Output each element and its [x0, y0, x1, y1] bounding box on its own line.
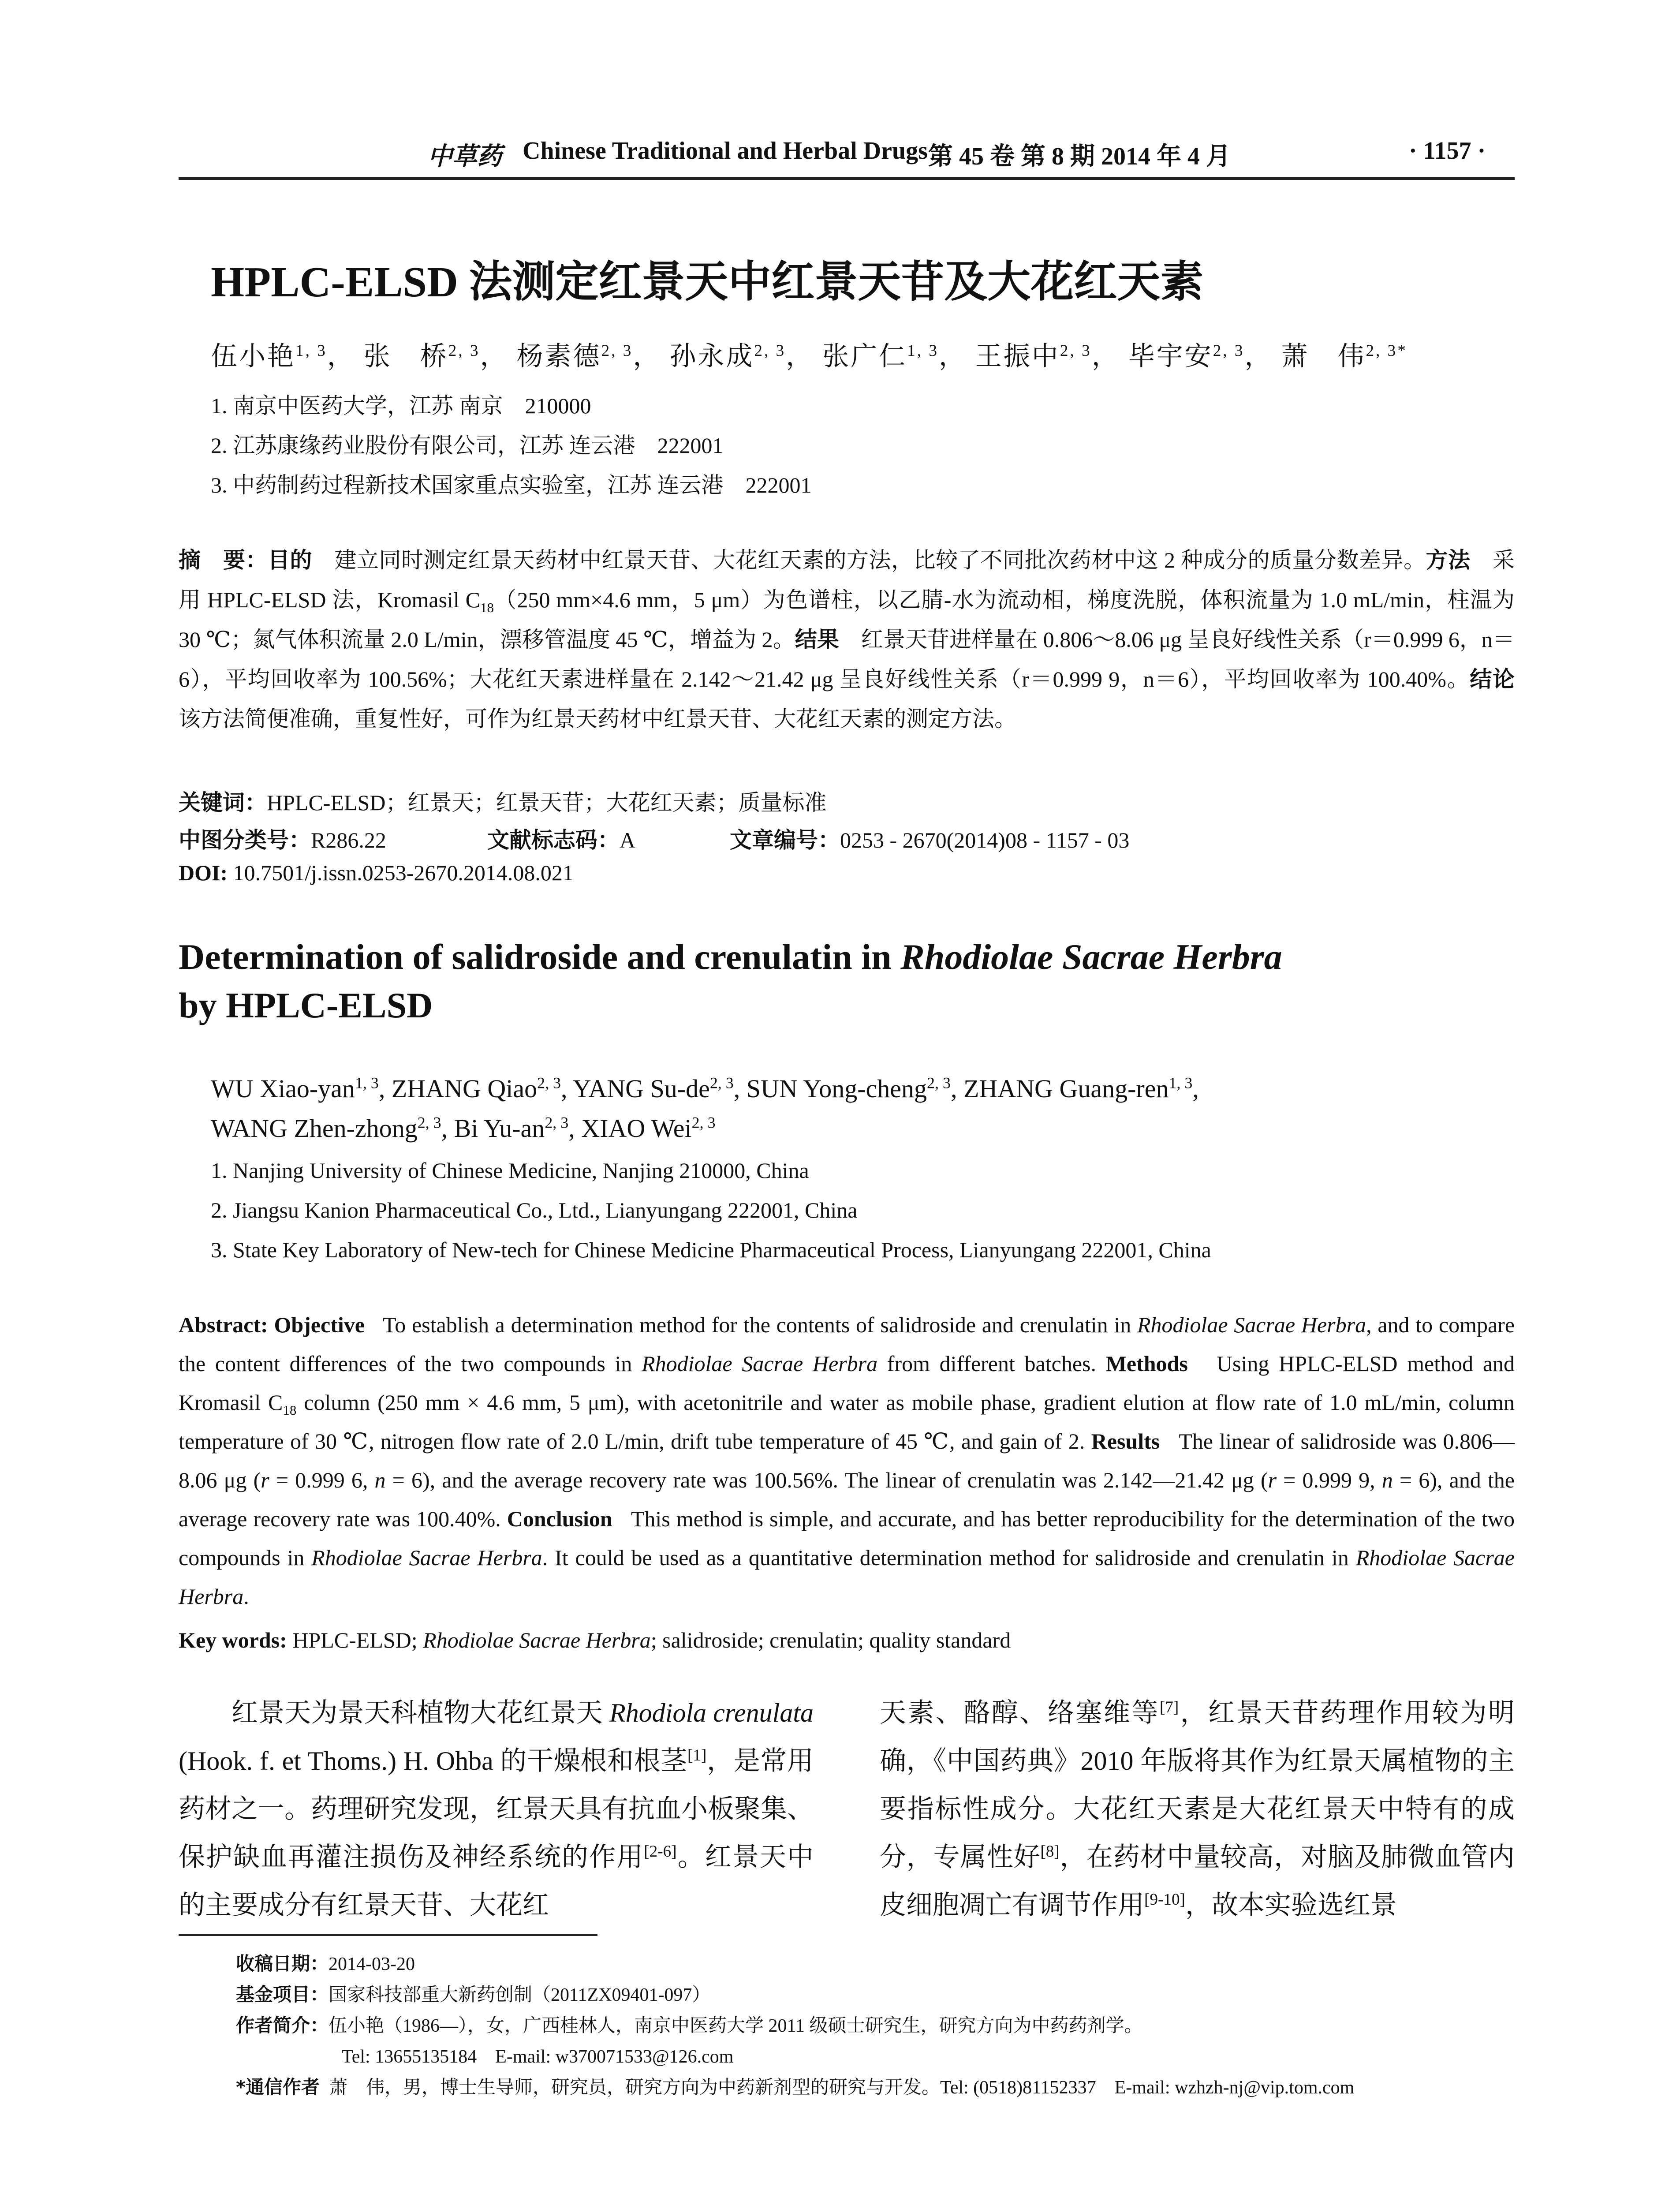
results-en: = 0.999 9, — [1277, 1468, 1382, 1492]
methods-cn-sub: 18 — [480, 600, 494, 615]
objective-en: To establish a determination method for the contents of salidroside and crenulatin in — [383, 1312, 1138, 1337]
doi-line — [179, 860, 574, 886]
author-cn: 萧 伟 — [1281, 342, 1366, 371]
author-aff: 2, 3 — [537, 1074, 561, 1092]
citation: [7] — [1159, 1698, 1179, 1716]
body-text: ，是常用药材之一。药理研究发现，红景天具有抗血小板聚集、保护缺血再灌注损伤及神经系统的作用 — [179, 1746, 814, 1872]
footnote-text: 2014-03-20 — [329, 1954, 415, 1974]
conclusion-label-en: Conclusion — [507, 1506, 612, 1531]
issue-info: 第 45 卷 第 8 期 2014 年 4 月 — [928, 143, 1231, 170]
authors-en-line2: WANG Zhen-zhong$^{2, 3}$, Bi Yu-an$^{2, 3}$, XIAO Wei$^{2, 3}$ — [211, 1114, 716, 1143]
author-cn: 毕宇安 — [1128, 342, 1213, 371]
species-italic: Rhodiolae Sacrae Herbra — [642, 1351, 878, 1376]
citation: [2-6] — [644, 1842, 677, 1861]
author-cn: 王振中 — [975, 342, 1060, 371]
methods-cn-b: （250 mm×4.6 mm，5 μm）为色谱柱，以乙腈-水为流动相，梯度洗脱，体积流量为 1.0 mL/min，柱温为 30 ℃；氮气体积流量 2.0 L/min，漂移管温度 45 ℃，增益为 2。 — [179, 587, 1515, 652]
affiliation-en-2: 2. Jiangsu Kanion Pharmaceutical Co., Ltd., Lianyungang 222001, China — [211, 1198, 858, 1222]
body-text: 红景天为景天科植物大花红景天 — [231, 1698, 610, 1727]
species-italic: Rhodiola crenulata — [609, 1698, 814, 1727]
author-aff: 2, 3 — [927, 1074, 951, 1092]
author-en: ZHANG Qiao — [391, 1074, 538, 1103]
body-column-left — [179, 1689, 814, 1929]
affiliation-en-3: 3. State Key Laboratory of New-tech for Chinese Medicine Pharmaceutical Process, Lianyungang 222001, China — [211, 1237, 1211, 1262]
conclusion-en: . It could be used as a quantitative determination method for salidroside and crenulatin in — [542, 1545, 1356, 1570]
species-italic: Rhodiolae Sacrae Herbra — [311, 1545, 542, 1570]
page-number: · 1157 · — [1409, 137, 1486, 164]
author-aff: 2, 3* — [1366, 342, 1407, 360]
body-text: ，故本实验选红景 — [1185, 1891, 1397, 1920]
results-en: = 6), and the average recovery rate was 100.56%. The linear of crenulatin was 2.142—21.42 μg ( — [385, 1468, 1268, 1492]
author-aff: 2, 3 — [417, 1114, 441, 1132]
title-en-italic: Rhodiolae Sacrae Herbra — [900, 937, 1282, 977]
author-en: YANG Su-de — [572, 1074, 710, 1103]
author-aff: 2, 3 — [709, 1074, 734, 1092]
objective-label-cn: 目的 — [268, 547, 312, 573]
citation: [1] — [687, 1746, 707, 1764]
abstract-cn-label: 摘 要： — [179, 547, 268, 573]
author-en: Bi Yu-an — [454, 1114, 545, 1143]
body-text: ，在药材中量较高，对脑及肺微血管内皮细胞凋亡有调节作用 — [880, 1842, 1515, 1920]
conclusion-label-cn: 结论 — [1470, 666, 1515, 692]
results-var: n — [374, 1468, 386, 1492]
species-italic: Rhodiolae Sacrae Herbra — [423, 1628, 651, 1652]
author-en: SUN Yong-cheng — [746, 1074, 927, 1103]
footnote-author — [236, 2011, 1142, 2037]
title-en — [179, 933, 1282, 1030]
doi-label: DOI: — [179, 860, 228, 885]
running-header — [179, 137, 1515, 176]
results-var: n — [1381, 1468, 1393, 1492]
results-cn: 红景天苷进样量在 0.806～8.06 μg 呈良好线性关系（r＝0.999 6，n＝6），平均回收率为 100.56%；大花红天素进样量在 2.142～21.42 μg 呈良好线性关系（r＝0.999 9，n＝6），平均回收率为 100.40%。 — [179, 627, 1515, 691]
methods-label-cn: 方法 — [1426, 547, 1471, 573]
footnote-text: 国家科技部重大新药创制（2011ZX09401-097） — [329, 1985, 711, 2005]
author-cn: 张 桥 — [363, 342, 448, 371]
footnote-author-contact: Tel: 13655135184 E-mail: w370071533@126.com — [342, 2047, 734, 2067]
footnote-text: 萧 伟，男，博士生导师，研究员，研究方向为中药新剂型的研究与开发。Tel: (0518)81152337 E-mail: wzhzh-nj@vip.tom.com — [329, 2078, 1355, 2098]
abstract-en — [179, 1305, 1515, 1616]
title-en-line1 — [179, 933, 1282, 981]
keywords-cn — [179, 785, 826, 817]
objective-en: , and to compare the content differences of the two compounds in — [179, 1312, 1515, 1376]
author-aff: 2, 3 — [601, 342, 633, 360]
doc-code — [487, 822, 635, 854]
results-en: The linear of salidroside was 0.806—8.06 μg ( — [179, 1429, 1515, 1492]
results-var: r — [1268, 1468, 1277, 1492]
results-label-en: Results — [1091, 1429, 1160, 1454]
affiliation-cn-2: 2. 江苏康缘药业股份有限公司，江苏 连云港 222001 — [211, 433, 724, 458]
methods-cn-a: 采用 HPLC-ELSD 法，Kromasil C — [179, 548, 1515, 612]
objective-cn: 建立同时测定红景天药材中红景天苷、大花红天素的方法，比较了不同批次药材中这 2 种成分的质量分数差异。 — [334, 548, 1426, 572]
author-en: WANG Zhen-zhong — [211, 1114, 418, 1143]
author-aff: 2, 3 — [691, 1114, 716, 1132]
keywords-en — [179, 1627, 1011, 1653]
doc-value: A — [620, 828, 636, 852]
author-cn: 张广仁 — [822, 342, 907, 371]
author-aff: 2, 3 — [1213, 342, 1245, 360]
keywords-en-text: ; salidroside; crenulatin; quality standard — [650, 1628, 1011, 1652]
author-cn: 伍小艳 — [211, 342, 295, 371]
author-aff: 1, 3 — [295, 342, 327, 360]
footnote-label: 作者简介： — [236, 2014, 329, 2036]
footnote-label: 基金项目： — [236, 1984, 329, 2005]
author-en: ZHANG Guang-ren — [963, 1074, 1169, 1103]
journal-logo-cn: 中草药 — [428, 143, 502, 170]
abstract-en-label: Abstract: Objective — [179, 1312, 365, 1337]
footnote-text: 伍小艳（1986—），女，广西桂林人，南京中医药大学 2011 级硕士研究生，研究方向为中药药剂学。 — [329, 2016, 1143, 2036]
methods-en-sub: 18 — [283, 1402, 297, 1418]
species-italic: Rhodiolae Sacrae Herbra — [1137, 1312, 1366, 1337]
author-cn: 杨素德 — [516, 342, 601, 371]
keywords-en-label: Key words: — [179, 1628, 287, 1652]
species-italic: Rhodiolae Sacrae Herbra — [179, 1545, 1515, 1609]
footnote-label: 收稿日期： — [236, 1953, 329, 1974]
objective-en: from different batches. — [877, 1351, 1096, 1376]
author-aff: 2, 3 — [1060, 342, 1092, 360]
title-cn: HPLC-ELSD 法测定红景天中红景天苷及大花红天素 — [211, 258, 1204, 306]
methods-en: Using HPLC-ELSD method and Kromasil C — [179, 1351, 1515, 1415]
author-cn: 孙永成 — [669, 342, 754, 371]
keywords-en-text: HPLC-ELSD; — [287, 1628, 423, 1652]
clc-value: R286.22 — [311, 828, 386, 852]
affiliation-cn-3: 3. 中药制药过程新技术国家重点实验室，江苏 连云港 222001 — [211, 473, 812, 497]
author-aff: 1, 3 — [907, 342, 939, 360]
keywords-cn-label: 关键词： — [179, 790, 267, 815]
author-aff: 2, 3 — [754, 342, 786, 360]
journal-name-en: Chinese Traditional and Herbal Drugs — [523, 137, 928, 164]
author-aff: 2, 3 — [448, 342, 480, 360]
article-label: 文章编号： — [730, 827, 840, 853]
body-column-right — [880, 1689, 1515, 1929]
keywords-cn-text: HPLC-ELSD；红景天；红景天苷；大花红天素；质量标准 — [267, 790, 827, 815]
article-number — [730, 822, 1129, 854]
clc-label: 中图分类号： — [179, 827, 311, 853]
article-value: 0253 - 2670(2014)08 - 1157 - 03 — [840, 828, 1130, 852]
results-en: = 0.999 6, — [269, 1468, 375, 1492]
author-aff: 1, 3 — [1169, 1074, 1193, 1092]
conclusion-en: This method is simple, and accurate, and has better reproducibility for the determination of the two compounds in — [179, 1506, 1515, 1570]
footnote-corresponding — [236, 2073, 1354, 2099]
classification-line — [179, 822, 1130, 854]
body-text: 。红景天中的主要成分有红景天苷、大花红 — [179, 1842, 814, 1920]
citation: [8] — [1040, 1842, 1060, 1861]
body-text: ，红景天苷药理作用较为明确，《中国药典》2010 年版将其作为红景天属植物的主要指标性成分。大花红天素是大花红景天中特有的成分，专属性好 — [880, 1698, 1515, 1872]
body-text: (Hook. f. et Thoms.) H. Ohba 的干燥根和根茎 — [179, 1746, 687, 1775]
header-rule — [179, 177, 1515, 180]
authors-cn: 伍小艳$^{1, 3}$， 张 桥$^{2, 3}$， 杨素德$^{2, 3}$， 孙永成$^{2, 3}$， 张广仁$^{1, 3}$， 王振中$^{2, 3}$， 毕宇安$^{2, 3}$， 萧 伟$^{2, 3*}$ — [211, 342, 1407, 371]
footnote-rule — [179, 1934, 597, 1936]
title-en-line2: by HPLC-ELSD — [179, 985, 433, 1025]
author-en: WU Xiao-yan — [211, 1074, 355, 1103]
footnote-received — [236, 1949, 415, 1976]
footnote-fund — [236, 1980, 710, 2007]
footnote-label: *通信作者 — [236, 2076, 320, 2098]
author-aff: 1, 3 — [355, 1074, 379, 1092]
doc-label: 文献标志码： — [487, 827, 620, 853]
methods-en: column (250 mm × 4.6 mm, 5 μm), with acetonitrile and water as mobile phase, gradient elution at flow rate of 1.0 mL/min, column temperature of 30 ℃, nitrogen flow rate of 2.0 L/min, drift tube temperature of 45 ℃, and gain of 2. — [179, 1390, 1515, 1454]
abstract-cn — [179, 540, 1515, 739]
authors-en-line1: WU Xiao-yan$^{1, 3}$, ZHANG Qiao$^{2, 3}$, YANG Su-de$^{2, 3}$, SUN Yong-cheng$^{2, 3}$, ZHANG Guang-ren$^{1, 3}$, — [211, 1074, 1199, 1103]
author-aff: 2, 3 — [545, 1114, 569, 1132]
results-label-cn: 结果 — [795, 627, 839, 652]
results-en: = 6), and the average recovery rate was 100.40%. — [179, 1468, 1515, 1531]
affiliation-cn-1: 1. 南京中医药大学，江苏 南京 210000 — [211, 393, 591, 418]
citation: [9-10] — [1144, 1891, 1185, 1909]
conclusion-en: . — [243, 1584, 249, 1609]
body-text: 天素、酪醇、络塞维等 — [880, 1698, 1160, 1727]
results-var: r — [261, 1468, 269, 1492]
methods-label-en: Methods — [1105, 1351, 1188, 1376]
author-en: XIAO Wei — [581, 1114, 692, 1143]
doi-value: 10.7501/j.issn.0253-2670.2014.08.021 — [233, 860, 574, 885]
title-en-text: Determination of salidroside and crenulatin in — [179, 937, 901, 977]
affiliation-en-1: 1. Nanjing University of Chinese Medicine, Nanjing 210000, China — [211, 1158, 809, 1183]
conclusion-cn: 该方法简便准确，重复性好，可作为红景天药材中红景天苷、大花红天素的测定方法。 — [179, 706, 1016, 731]
